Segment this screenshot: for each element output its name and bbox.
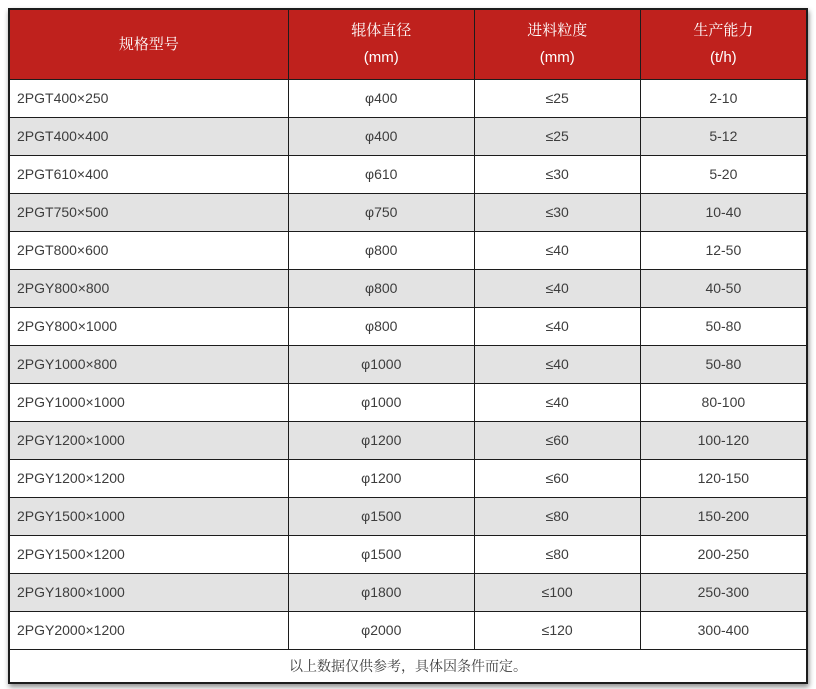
col-header-feed-size-unit: (mm) bbox=[539, 49, 575, 67]
spec-cell: φ1000 bbox=[288, 345, 474, 383]
table-row bbox=[9, 345, 807, 383]
spec-cell: ≤30 bbox=[474, 155, 640, 193]
col-header-model bbox=[9, 9, 288, 79]
table-row bbox=[9, 573, 807, 611]
spec-cell: 2-10 bbox=[640, 79, 807, 117]
model-cell: 2PGT750×500 bbox=[9, 193, 288, 231]
model-cell: 2PGT800×600 bbox=[9, 231, 288, 269]
table-row bbox=[9, 497, 807, 535]
table-row bbox=[9, 421, 807, 459]
model-cell: 2PGY800×1000 bbox=[9, 307, 288, 345]
spec-cell: φ1200 bbox=[288, 459, 474, 497]
table-row bbox=[9, 535, 807, 573]
table-row bbox=[9, 459, 807, 497]
spec-cell: ≤40 bbox=[474, 231, 640, 269]
footer-row bbox=[9, 649, 807, 683]
footer-note: 以上数据仅供参考，具体因条件而定。 bbox=[9, 649, 807, 683]
col-header-roller-diameter-unit: (mm) bbox=[363, 49, 399, 67]
col-header-feed-size-title: 进料粒度 bbox=[527, 22, 588, 40]
spec-cell: ≤25 bbox=[474, 117, 640, 155]
spec-cell: 200-250 bbox=[640, 535, 807, 573]
spec-cell: ≤60 bbox=[474, 459, 640, 497]
table-body bbox=[9, 79, 807, 649]
spec-cell: ≤30 bbox=[474, 193, 640, 231]
spec-cell: φ1200 bbox=[288, 421, 474, 459]
spec-cell: φ400 bbox=[288, 79, 474, 117]
model-cell: 2PGY1000×1000 bbox=[9, 383, 288, 421]
spec-cell: ≤100 bbox=[474, 573, 640, 611]
spec-cell: φ800 bbox=[288, 269, 474, 307]
spec-cell: 250-300 bbox=[640, 573, 807, 611]
model-cell: 2PGT610×400 bbox=[9, 155, 288, 193]
table-row bbox=[9, 269, 807, 307]
model-cell: 2PGY1800×1000 bbox=[9, 573, 288, 611]
table-row bbox=[9, 611, 807, 649]
spec-table bbox=[8, 8, 808, 684]
spec-cell: 120-150 bbox=[640, 459, 807, 497]
table-row bbox=[9, 193, 807, 231]
table-row bbox=[9, 307, 807, 345]
spec-cell: ≤80 bbox=[474, 535, 640, 573]
spec-cell: 40-50 bbox=[640, 269, 807, 307]
spec-cell: 5-12 bbox=[640, 117, 807, 155]
col-header-model-title: 规格型号 bbox=[118, 35, 179, 53]
model-cell: 2PGY1200×1200 bbox=[9, 459, 288, 497]
spec-cell: φ800 bbox=[288, 307, 474, 345]
spec-cell: 300-400 bbox=[640, 611, 807, 649]
model-cell: 2PGT400×400 bbox=[9, 117, 288, 155]
spec-cell: ≤40 bbox=[474, 307, 640, 345]
header-row bbox=[9, 9, 807, 79]
spec-cell: ≤120 bbox=[474, 611, 640, 649]
spec-cell: 5-20 bbox=[640, 155, 807, 193]
spec-cell: 10-40 bbox=[640, 193, 807, 231]
model-cell: 2PGY1500×1200 bbox=[9, 535, 288, 573]
spec-cell: φ750 bbox=[288, 193, 474, 231]
spec-cell: ≤25 bbox=[474, 79, 640, 117]
spec-cell: φ1000 bbox=[288, 383, 474, 421]
spec-cell: ≤60 bbox=[474, 421, 640, 459]
col-header-capacity-unit: (t/h) bbox=[710, 49, 737, 67]
spec-cell: 150-200 bbox=[640, 497, 807, 535]
model-cell: 2PGT400×250 bbox=[9, 79, 288, 117]
spec-cell: 100-120 bbox=[640, 421, 807, 459]
spec-cell: ≤40 bbox=[474, 269, 640, 307]
spec-cell: 50-80 bbox=[640, 307, 807, 345]
spec-cell: ≤40 bbox=[474, 383, 640, 421]
col-header-capacity-title: 生产能力 bbox=[693, 22, 754, 40]
col-header-feed-size bbox=[474, 9, 640, 79]
table-row bbox=[9, 231, 807, 269]
spec-cell: φ1500 bbox=[288, 535, 474, 573]
table-row bbox=[9, 79, 807, 117]
table-row bbox=[9, 383, 807, 421]
model-cell: 2PGY800×800 bbox=[9, 269, 288, 307]
spec-cell: 50-80 bbox=[640, 345, 807, 383]
spec-cell: φ800 bbox=[288, 231, 474, 269]
model-cell: 2PGY1200×1000 bbox=[9, 421, 288, 459]
spec-cell: ≤40 bbox=[474, 345, 640, 383]
spec-cell: φ400 bbox=[288, 117, 474, 155]
spec-cell: φ610 bbox=[288, 155, 474, 193]
spec-cell: 80-100 bbox=[640, 383, 807, 421]
spec-cell: φ1800 bbox=[288, 573, 474, 611]
col-header-roller-diameter bbox=[288, 9, 474, 79]
spec-cell: ≤80 bbox=[474, 497, 640, 535]
model-cell: 2PGY2000×1200 bbox=[9, 611, 288, 649]
col-header-capacity bbox=[640, 9, 807, 79]
model-cell: 2PGY1000×800 bbox=[9, 345, 288, 383]
col-header-roller-diameter-title: 辊体直径 bbox=[351, 22, 412, 40]
spec-cell: 12-50 bbox=[640, 231, 807, 269]
spec-cell: φ1500 bbox=[288, 497, 474, 535]
spec-cell: φ2000 bbox=[288, 611, 474, 649]
model-cell: 2PGY1500×1000 bbox=[9, 497, 288, 535]
table-row bbox=[9, 117, 807, 155]
table-row bbox=[9, 155, 807, 193]
